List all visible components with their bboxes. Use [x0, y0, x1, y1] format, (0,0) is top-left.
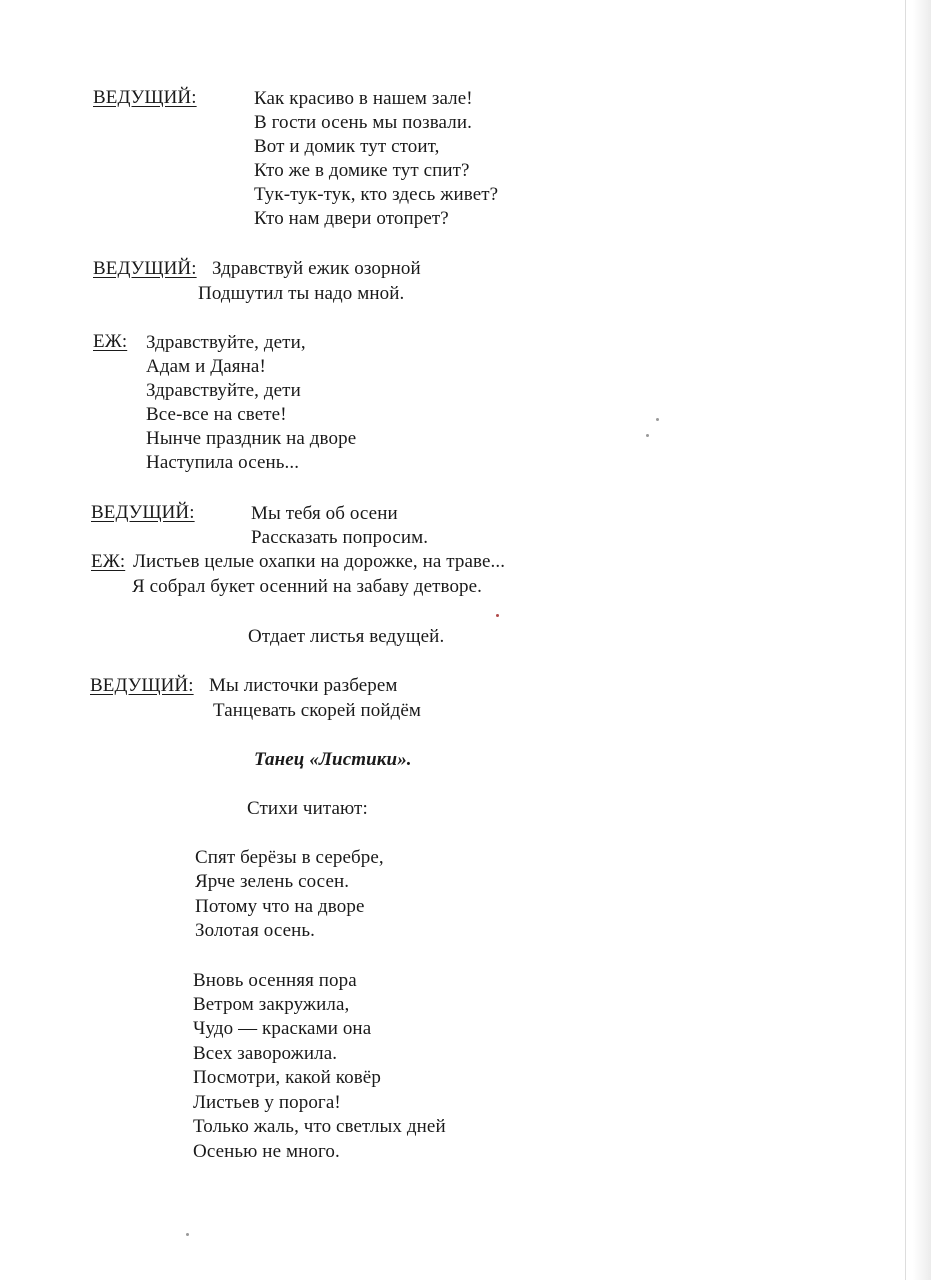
verse-line: Танцевать скорей пойдём: [213, 700, 422, 721]
poem-line: Ярче зелень сосен.: [195, 871, 350, 892]
speaker-label-hedgehog: ЕЖ:: [91, 551, 126, 572]
poem-line: Золотая осень.: [195, 920, 316, 941]
verse-line: Здравствуй ежик озорной: [212, 258, 421, 279]
scan-edge-line: [905, 0, 906, 1280]
poem-line: Вновь осенняя пора: [193, 970, 357, 991]
verse-line: В гости осень мы позвали.: [254, 112, 472, 133]
verse-line: Листьев целые охапки на дорожке, на траве...: [133, 551, 506, 572]
scan-speck: [496, 614, 499, 617]
poem-line: Осенью не много.: [193, 1141, 340, 1162]
poem-line: Ветром закружила,: [193, 994, 350, 1015]
verse-line: Все-все на свете!: [146, 404, 287, 425]
poem-line: Всех заворожила.: [193, 1043, 338, 1064]
poem-line: Листьев у порога!: [193, 1092, 341, 1113]
poem-line: Чудо — красками она: [193, 1018, 372, 1039]
verse-line: Вот и домик тут стоит,: [254, 136, 440, 157]
verse-line: Адам и Даяна!: [146, 356, 266, 377]
verse-line: Подшутил ты надо мной.: [198, 283, 405, 304]
verse-line: Мы листочки разберем: [209, 675, 398, 696]
scan-edge-shadow: [913, 0, 931, 1280]
poem-line: Посмотри, какой ковёр: [193, 1067, 381, 1088]
speaker-label-hedgehog: ЕЖ:: [93, 331, 128, 352]
verse-line: Тук-тук-тук, кто здесь живет?: [254, 184, 499, 205]
poem-line: Потому что на дворе: [195, 896, 365, 917]
speaker-label-host: ВЕДУЩИЙ:: [93, 87, 197, 108]
poem-line: Только жаль, что светлых дней: [193, 1116, 446, 1137]
poem-line: Спят берёзы в серебре,: [195, 847, 384, 868]
verse-line: Мы тебя об осени: [251, 503, 398, 524]
verse-line: Я собрал букет осенний на забаву детворе.: [132, 576, 483, 597]
stage-direction: Отдает листья ведущей.: [248, 626, 445, 647]
speaker-label-host: ВЕДУЩИЙ:: [91, 502, 195, 523]
verse-line: Рассказать попросим.: [251, 527, 429, 548]
verse-line: Нынче праздник на дворе: [146, 428, 357, 449]
verse-line: Здравствуйте, дети: [146, 380, 301, 401]
scan-speck: [186, 1233, 189, 1236]
speaker-label-host: ВЕДУЩИЙ:: [93, 258, 197, 279]
verse-line: Кто же в домике тут спит?: [254, 160, 470, 181]
verse-line: Как красиво в нашем зале!: [254, 88, 473, 109]
poems-intro: Стихи читают:: [247, 798, 368, 819]
verse-line: Наступила осень...: [146, 452, 300, 473]
scan-speck: [646, 434, 649, 437]
verse-line: Кто нам двери отопрет?: [254, 208, 449, 229]
verse-line: Здравствуйте, дети,: [146, 332, 306, 353]
speaker-label-host: ВЕДУЩИЙ:: [90, 675, 194, 696]
dance-title: Танец «Листики».: [254, 749, 412, 770]
scan-speck: [656, 418, 659, 421]
